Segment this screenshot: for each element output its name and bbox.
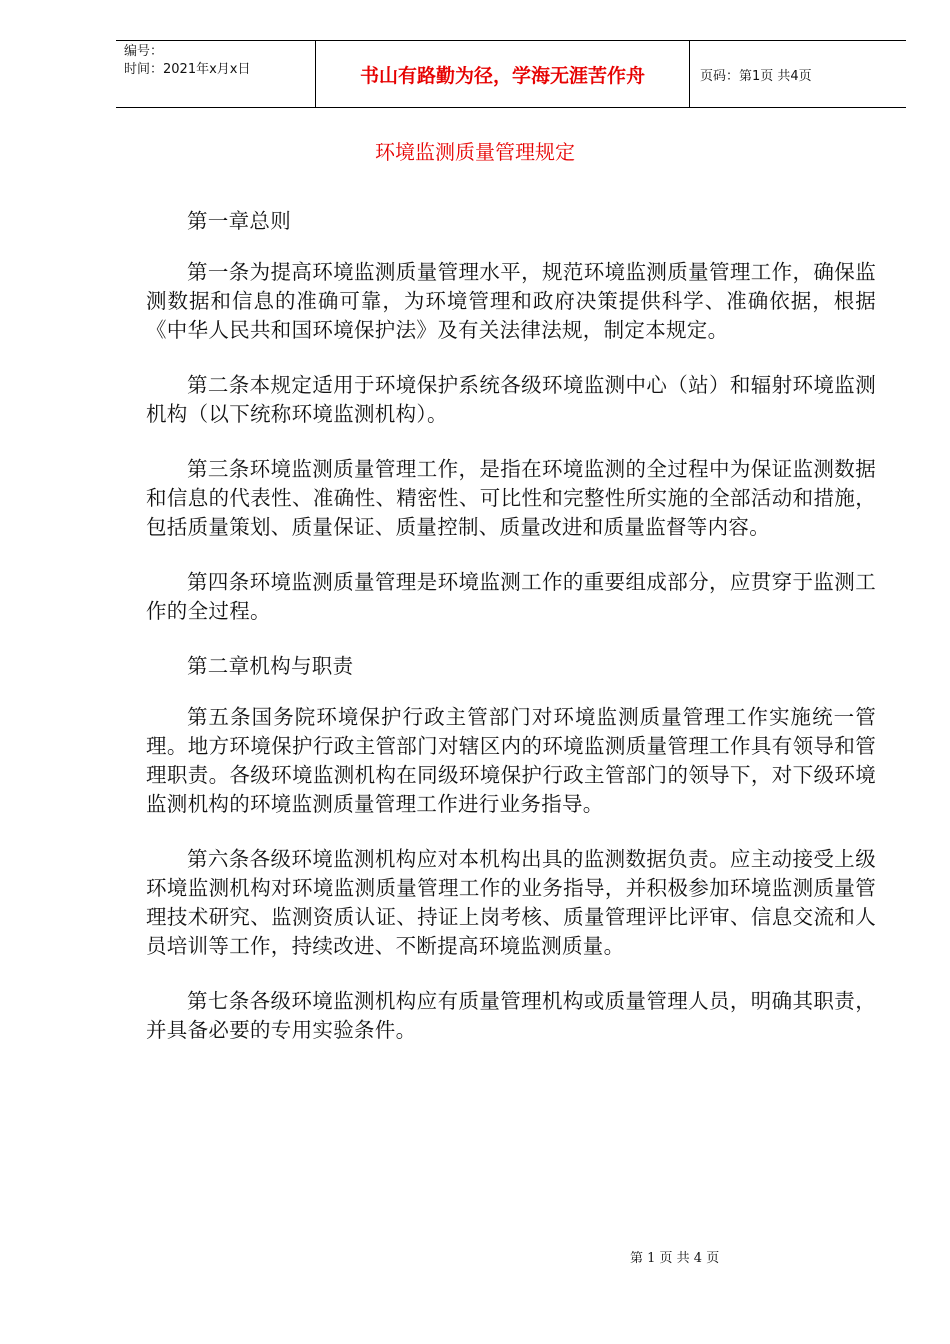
- motto: 书山有路勤为径，学海无涯苦作舟: [359, 64, 645, 87]
- chapter-heading: 第二章机构与职责: [187, 654, 354, 678]
- article-paragraph: 第三条环境监测质量管理工作，是指在环境监测的全过程中为保证监测数据和信息的代表性、准确性、精密性、可比性和完整性所实施的全部活动和措施，包括质量策划、质量保证、质量控制、质量改进和质量监督等内容。: [146, 457, 876, 539]
- document-body: [146, 207, 876, 1071]
- article-paragraph: 第二条本规定适用于环境保护系统各级环境监测中心（站）和辐射环境监测机构（以下统称环境监测机构）。: [146, 373, 876, 426]
- article-paragraph: 第四条环境监测质量管理是环境监测工作的重要组成部分，应贯穿于监测工作的全过程。: [146, 570, 876, 623]
- chapter-heading: 第一章总则: [187, 209, 291, 233]
- article-paragraph: 第五条国务院环境保护行政主管部门对环境监测质量管理工作实施统一管理。地方环境保护行政主管部门对辖区内的环境监测质量管理工作具有领导和管理职责。各级环境监测机构在同级环境保护行政主管部门的领导下，对下级环境监测机构的环境监测质量管理工作进行业务指导。: [146, 705, 876, 816]
- article-paragraph: 第一条为提高环境监测质量管理水平，规范环境监测质量管理工作，确保监测数据和信息的准确可靠，为环境管理和政府决策提供科学、准确依据，根据《中华人民共和国环境保护法》及有关法律法规，制定本规定。: [146, 260, 876, 342]
- page-label: 页码：第1页 共4页: [700, 68, 812, 84]
- header-table: [116, 40, 906, 108]
- header-page-cell: [690, 41, 906, 107]
- document-title: 环境监测质量管理规定: [375, 140, 575, 164]
- serial-label: 编号：: [124, 44, 164, 59]
- header-meta-cell: [116, 41, 316, 107]
- header-motto-cell: [316, 41, 690, 107]
- article-paragraph: 第六条各级环境监测机构应对本机构出具的监测数据负责。应主动接受上级环境监测机构对环境监测质量管理工作的业务指导，并积极参加环境监测质量管理技术研究、监测资质认证、持证上岗考核、质量管理评比评审、信息交流和人员培训等工作，持续改进、不断提高环境监测质量。: [146, 847, 876, 958]
- page-footer: 第 1 页 共 4 页: [630, 1251, 720, 1266]
- article-paragraph: 第七条各级环境监测机构应有质量管理机构或质量管理人员，明确其职责，并具备必要的专用实验条件。: [146, 989, 876, 1042]
- time-label: 时间：2021年x月x日: [124, 62, 251, 77]
